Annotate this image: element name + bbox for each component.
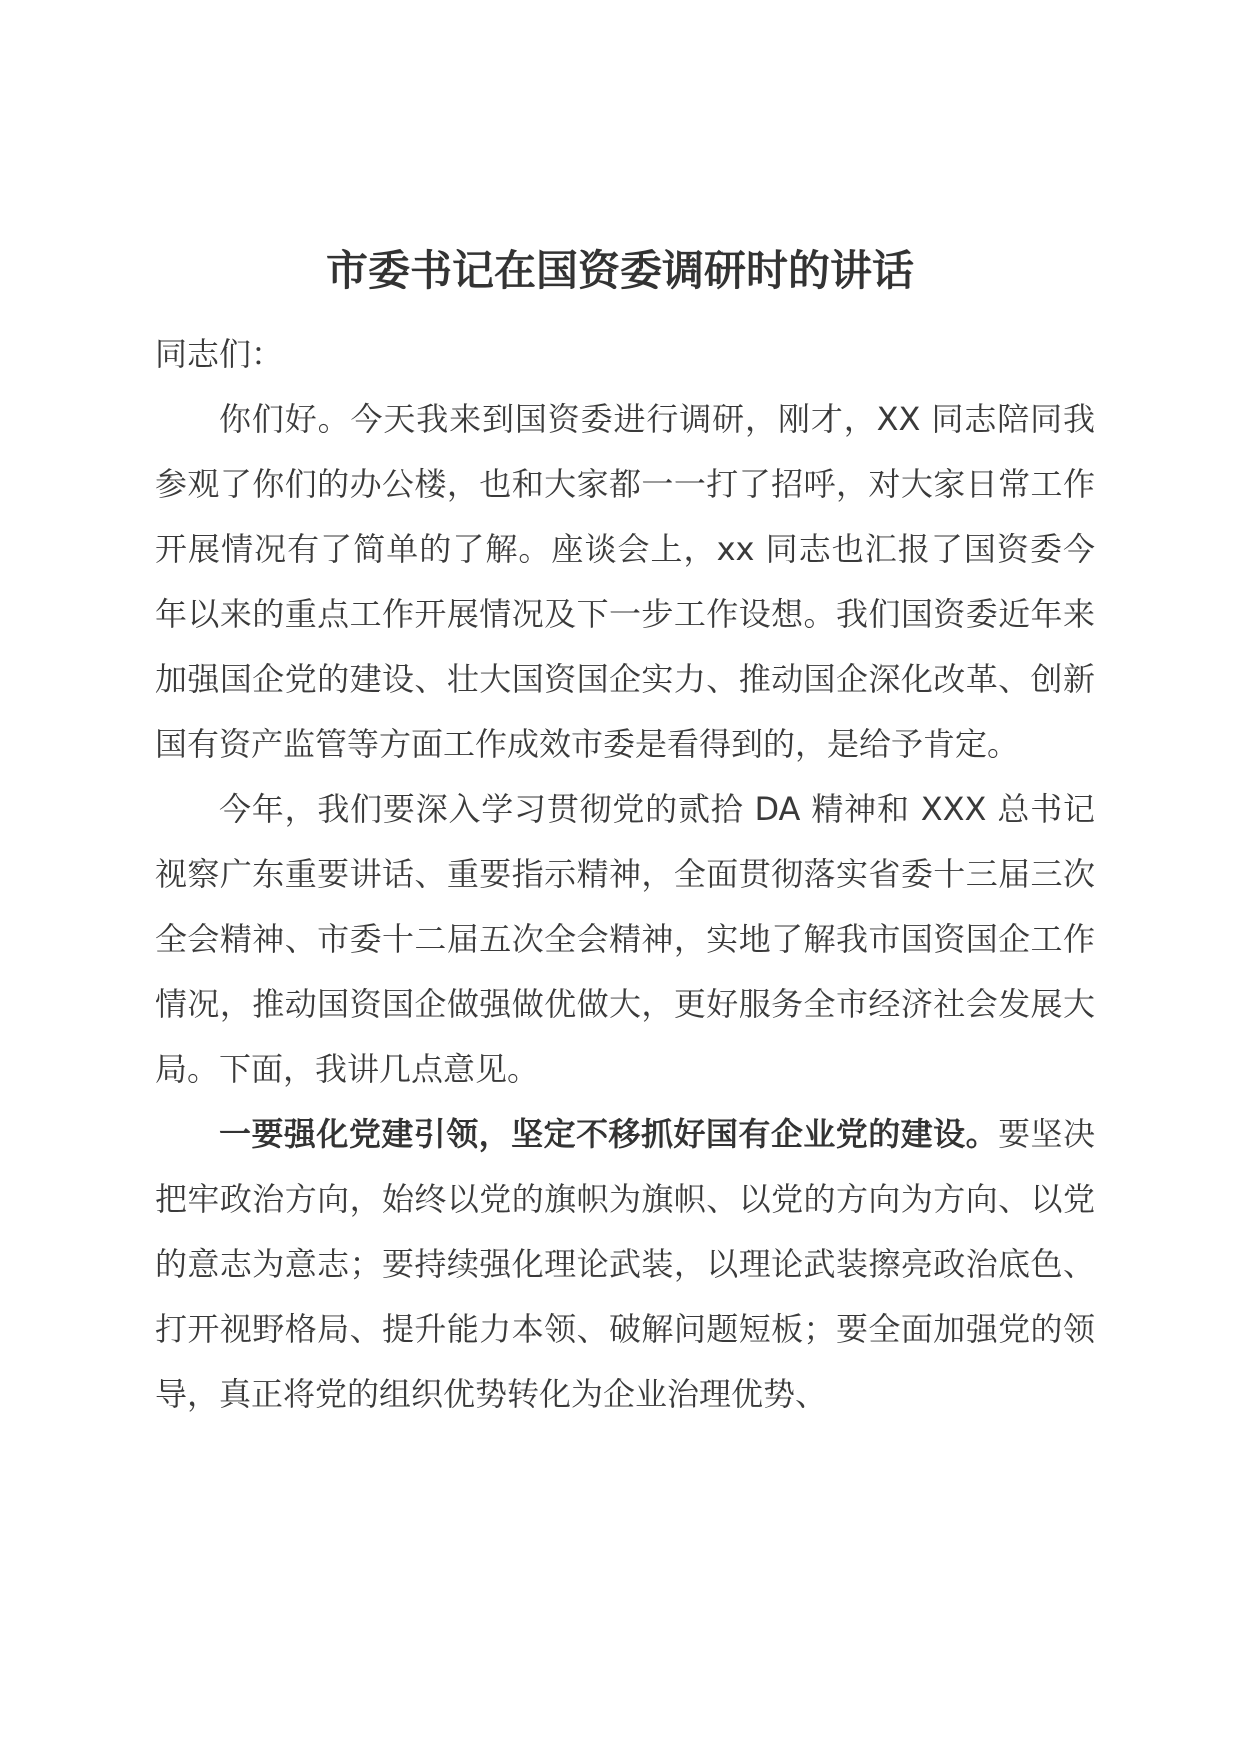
- paragraph-1-text: 你们好。今天我来到国资委进行调研，刚才，XX 同志陪同我参观了你们的办公楼，也和大家都一一打了招呼，对大家日常工作开展情况有了简单的了解。座谈会上，xx 同志也汇报了国资委今年以来的重点工作开展情况及下一步工作设想。我们国资委近年来加强国企党的建设、壮大国资国企实力、推动国企深化改革、创新国有资产监管等方面工作成效市委是看得到的，是给予肯定。: [155, 400, 1095, 763]
- paragraph-2: [155, 777, 1095, 1102]
- paragraph-3: [155, 1102, 1095, 1427]
- paragraph-3-text: 要坚决把牢政治方向，始终以党的旗帜为旗帜、以党的方向为方向、以党的意志为意志；要持续强化理论武装，以理论武装擦亮政治底色、打开视野格局、提升能力本领、破解问题短板；要全面加强党的领导，真正将党的组织优势转化为企业治理优势、: [155, 1115, 1095, 1413]
- paragraph-1: [155, 387, 1095, 777]
- document-title: 市委书记在国资委调研时的讲话: [325, 246, 914, 295]
- document-body: [155, 322, 1095, 1427]
- paragraph-3-lead: 一要强化党建引领，坚定不移抓好国有企业党的建设。: [219, 1115, 999, 1153]
- paragraph-2-text: 今年，我们要深入学习贯彻党的贰拾 DA 精神和 XXX 总书记视察广东重要讲话、重要指示精神，全面贯彻落实省委十三届三次全会精神、市委十二届五次全会精神，实地了解我市国资国企工作情况，推动国资国企做强做优做大，更好服务全市经济社会发展大局。下面，我讲几点意见。: [155, 790, 1095, 1088]
- salutation: 同志们：: [155, 335, 284, 373]
